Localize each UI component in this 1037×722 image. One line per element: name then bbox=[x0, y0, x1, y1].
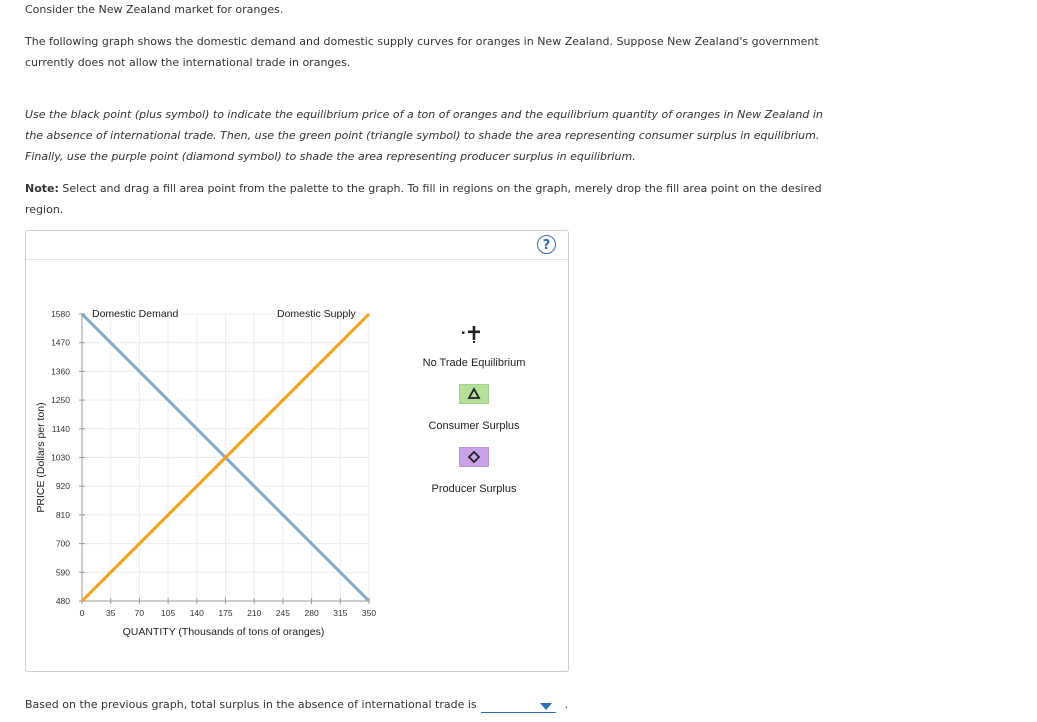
demand-curve-label: Domestic Demand bbox=[92, 308, 179, 320]
plus-icon-dot bbox=[462, 332, 465, 335]
supply-curve-label: Domestic Supply bbox=[277, 308, 356, 320]
no-trade-equilibrium-label: No Trade Equilibrium bbox=[422, 357, 526, 369]
x-tick-label: 105 bbox=[161, 608, 176, 618]
x-tick-label: 210 bbox=[247, 608, 262, 618]
diamond-icon bbox=[460, 448, 488, 466]
description-text: The following graph shows the domestic demand and domestic supply curves for oranges in New Zealand. Suppose New Zealand's government currently does not allow the international trade in oranges. bbox=[25, 35, 819, 69]
instructions-text: Use the black point (plus symbol) to indicate the equilibrium price of a ton of oranges and the equilibrium quantity of oranges in New Zealand in the absence of international trade. Then, use the green point (triangle symbol) to shade the area representing consumer surplus in equilibrium. Finally, use the purple point (diamond symbol) to shade the area representing producer surplus in equilibrium. bbox=[25, 108, 823, 163]
total-surplus-dropdown[interactable] bbox=[481, 698, 556, 713]
y-tick-label: 810 bbox=[55, 509, 70, 520]
x-tick-label: 280 bbox=[304, 608, 319, 618]
note-label: Note: bbox=[25, 182, 59, 195]
dropdown-caret-icon bbox=[540, 703, 552, 710]
x-tick-label: 35 bbox=[105, 608, 116, 618]
no-trade-equilibrium-tool[interactable] bbox=[462, 326, 480, 343]
question-end: . bbox=[564, 698, 569, 711]
producer-surplus-tool[interactable] bbox=[459, 447, 489, 467]
x-tick-label: 0 bbox=[79, 608, 85, 618]
y-tick-label: 1470 bbox=[51, 337, 70, 348]
help-icon[interactable]: ? bbox=[537, 235, 556, 254]
y-tick-label: 480 bbox=[55, 596, 70, 606]
y-tick-label: 1030 bbox=[51, 452, 70, 463]
x-tick-label: 350 bbox=[361, 608, 377, 618]
triangle-icon bbox=[460, 385, 488, 403]
producer-surplus-label: Producer Surplus bbox=[431, 483, 517, 495]
question-text: Based on the previous graph, total surplus in the absence of international trade is bbox=[25, 698, 477, 711]
plus-icon-dot bbox=[473, 341, 475, 343]
y-tick-label: 1140 bbox=[51, 423, 70, 434]
x-tick-label: 140 bbox=[189, 608, 204, 618]
y-tick-label: 1250 bbox=[51, 395, 70, 406]
x-tick-label: 315 bbox=[333, 608, 348, 618]
note-text bbox=[25, 178, 825, 220]
intro-text: Consider the New Zealand market for oranges. bbox=[25, 3, 284, 16]
y-tick-label: 1360 bbox=[51, 366, 70, 377]
x-axis-label: QUANTITY (Thousands of tons of oranges) bbox=[122, 626, 325, 638]
plus-icon-h bbox=[468, 331, 480, 334]
note-body: Select and drag a fill area point from the palette to the graph. To fill in regions on the graph, merely drop the fill area point on the desired region. bbox=[25, 182, 822, 216]
y-tick-label: 700 bbox=[55, 538, 70, 549]
y-tick-label: 590 bbox=[55, 567, 70, 578]
graph-panel bbox=[25, 230, 569, 672]
y-tick-label: 920 bbox=[55, 481, 70, 492]
x-tick-label: 70 bbox=[134, 608, 145, 618]
y-tick-label: 1580 bbox=[51, 309, 70, 319]
y-axis-label: PRICE (Dollars per ton) bbox=[35, 402, 47, 513]
consumer-surplus-label: Consumer Surplus bbox=[428, 420, 520, 432]
consumer-surplus-tool[interactable] bbox=[459, 384, 489, 404]
x-tick-label: 245 bbox=[275, 608, 290, 618]
question-line bbox=[25, 694, 568, 715]
x-tick-label: 175 bbox=[218, 608, 233, 618]
